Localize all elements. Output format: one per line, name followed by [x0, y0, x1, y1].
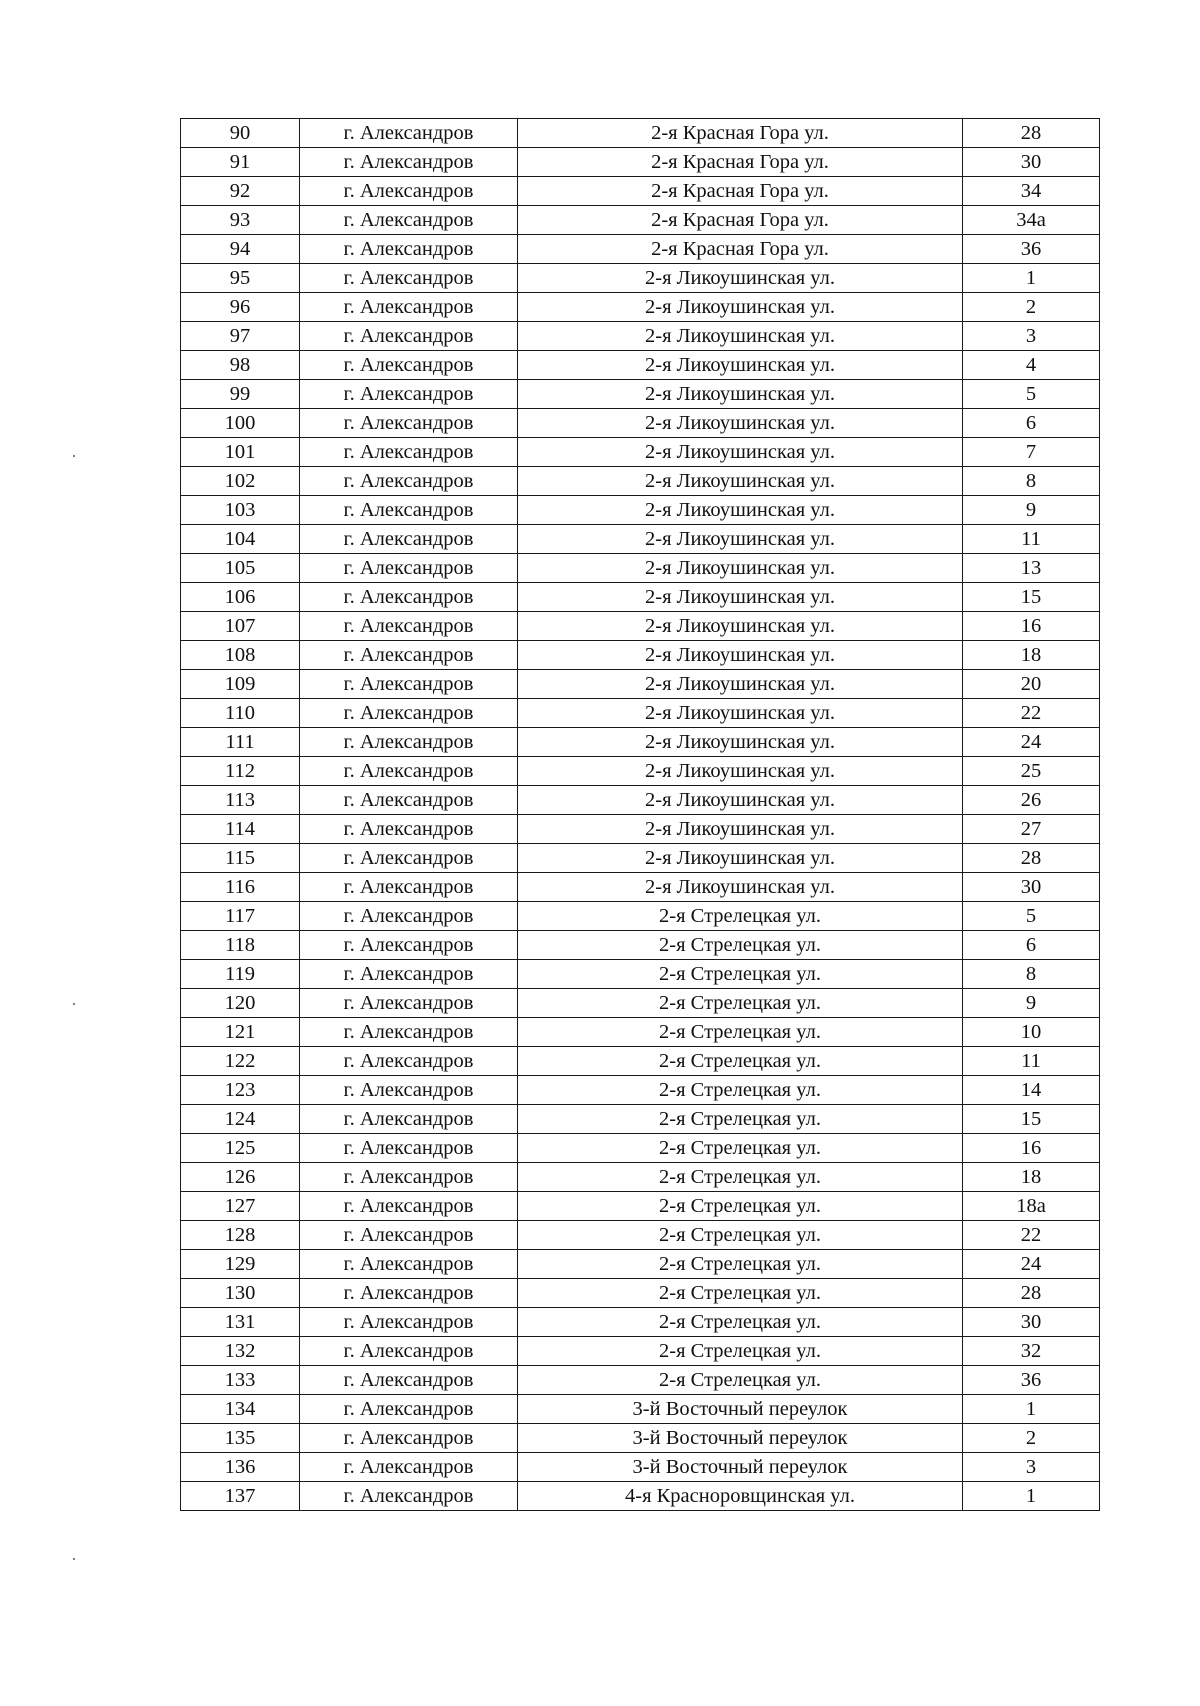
street-cell: 2-я Стрелецкая ул.	[518, 1105, 963, 1134]
city-cell: г. Александров	[300, 322, 518, 351]
house-number-cell: 1	[963, 264, 1100, 293]
row-number-cell: 133	[181, 1366, 300, 1395]
house-number-cell: 30	[963, 873, 1100, 902]
house-number-cell: 25	[963, 757, 1100, 786]
street-cell: 2-я Ликоушинская ул.	[518, 612, 963, 641]
table-row	[181, 235, 1100, 264]
city-cell: г. Александров	[300, 1482, 518, 1511]
city-cell: г. Александров	[300, 612, 518, 641]
street-cell: 2-я Ликоушинская ул.	[518, 525, 963, 554]
city-cell: г. Александров	[300, 1279, 518, 1308]
house-number-cell: 16	[963, 1134, 1100, 1163]
address-table	[180, 118, 1100, 1511]
city-cell: г. Александров	[300, 235, 518, 264]
street-cell: 2-я Ликоушинская ул.	[518, 496, 963, 525]
street-cell: 2-я Ликоушинская ул.	[518, 293, 963, 322]
house-number-cell: 15	[963, 583, 1100, 612]
table-row	[181, 844, 1100, 873]
table-row	[181, 1134, 1100, 1163]
house-number-cell: 24	[963, 1250, 1100, 1279]
city-cell: г. Александров	[300, 728, 518, 757]
row-number-cell: 95	[181, 264, 300, 293]
house-number-cell: 28	[963, 119, 1100, 148]
table-row	[181, 322, 1100, 351]
table-row	[181, 119, 1100, 148]
street-cell: 2-я Стрелецкая ул.	[518, 931, 963, 960]
city-cell: г. Александров	[300, 902, 518, 931]
street-cell: 2-я Ликоушинская ул.	[518, 438, 963, 467]
table-row	[181, 1221, 1100, 1250]
row-number-cell: 132	[181, 1337, 300, 1366]
row-number-cell: 92	[181, 177, 300, 206]
city-cell: г. Александров	[300, 148, 518, 177]
house-number-cell: 1	[963, 1482, 1100, 1511]
address-table-body	[181, 119, 1100, 1511]
street-cell: 2-я Ликоушинская ул.	[518, 699, 963, 728]
house-number-cell: 16	[963, 612, 1100, 641]
row-number-cell: 107	[181, 612, 300, 641]
table-row	[181, 583, 1100, 612]
table-row	[181, 554, 1100, 583]
row-number-cell: 131	[181, 1308, 300, 1337]
house-number-cell: 36	[963, 1366, 1100, 1395]
row-number-cell: 136	[181, 1453, 300, 1482]
house-number-cell: 2	[963, 1424, 1100, 1453]
row-number-cell: 126	[181, 1163, 300, 1192]
table-row	[181, 293, 1100, 322]
city-cell: г. Александров	[300, 583, 518, 612]
street-cell: 2-я Стрелецкая ул.	[518, 1076, 963, 1105]
row-number-cell: 118	[181, 931, 300, 960]
street-cell: 2-я Стрелецкая ул.	[518, 1221, 963, 1250]
city-cell: г. Александров	[300, 1134, 518, 1163]
table-row	[181, 1192, 1100, 1221]
street-cell: 2-я Стрелецкая ул.	[518, 1366, 963, 1395]
street-cell: 2-я Ликоушинская ул.	[518, 264, 963, 293]
row-number-cell: 124	[181, 1105, 300, 1134]
street-cell: 2-я Ликоушинская ул.	[518, 757, 963, 786]
house-number-cell: 18а	[963, 1192, 1100, 1221]
city-cell: г. Александров	[300, 380, 518, 409]
table-row	[181, 989, 1100, 1018]
city-cell: г. Александров	[300, 554, 518, 583]
row-number-cell: 112	[181, 757, 300, 786]
house-number-cell: 34а	[963, 206, 1100, 235]
street-cell: 2-я Красная Гора ул.	[518, 235, 963, 264]
city-cell: г. Александров	[300, 931, 518, 960]
street-cell: 2-я Стрелецкая ул.	[518, 989, 963, 1018]
house-number-cell: 22	[963, 1221, 1100, 1250]
house-number-cell: 26	[963, 786, 1100, 815]
house-number-cell: 27	[963, 815, 1100, 844]
table-row	[181, 612, 1100, 641]
table-row	[181, 1076, 1100, 1105]
row-number-cell: 137	[181, 1482, 300, 1511]
house-number-cell: 32	[963, 1337, 1100, 1366]
street-cell: 2-я Красная Гора ул.	[518, 177, 963, 206]
city-cell: г. Александров	[300, 815, 518, 844]
table-row	[181, 177, 1100, 206]
table-row	[181, 873, 1100, 902]
house-number-cell: 4	[963, 351, 1100, 380]
row-number-cell: 119	[181, 960, 300, 989]
table-row	[181, 1279, 1100, 1308]
street-cell: 2-я Стрелецкая ул.	[518, 1134, 963, 1163]
city-cell: г. Александров	[300, 1453, 518, 1482]
table-row	[181, 409, 1100, 438]
city-cell: г. Александров	[300, 264, 518, 293]
house-number-cell: 2	[963, 293, 1100, 322]
row-number-cell: 105	[181, 554, 300, 583]
house-number-cell: 11	[963, 1047, 1100, 1076]
house-number-cell: 14	[963, 1076, 1100, 1105]
row-number-cell: 109	[181, 670, 300, 699]
house-number-cell: 10	[963, 1018, 1100, 1047]
street-cell: 4-я Красноровщинская ул.	[518, 1482, 963, 1511]
city-cell: г. Александров	[300, 699, 518, 728]
street-cell: 2-я Ликоушинская ул.	[518, 583, 963, 612]
row-number-cell: 114	[181, 815, 300, 844]
street-cell: 2-я Ликоушинская ул.	[518, 728, 963, 757]
row-number-cell: 108	[181, 641, 300, 670]
row-number-cell: 121	[181, 1018, 300, 1047]
house-number-cell: 9	[963, 496, 1100, 525]
city-cell: г. Александров	[300, 1395, 518, 1424]
street-cell: 2-я Ликоушинская ул.	[518, 844, 963, 873]
table-row	[181, 757, 1100, 786]
house-number-cell: 7	[963, 438, 1100, 467]
city-cell: г. Александров	[300, 1366, 518, 1395]
house-number-cell: 6	[963, 931, 1100, 960]
table-row	[181, 1018, 1100, 1047]
row-number-cell: 123	[181, 1076, 300, 1105]
street-cell: 2-я Красная Гора ул.	[518, 148, 963, 177]
city-cell: г. Александров	[300, 409, 518, 438]
city-cell: г. Александров	[300, 1424, 518, 1453]
row-number-cell: 116	[181, 873, 300, 902]
street-cell: 2-я Стрелецкая ул.	[518, 1018, 963, 1047]
street-cell: 2-я Ликоушинская ул.	[518, 873, 963, 902]
street-cell: 2-я Красная Гора ул.	[518, 206, 963, 235]
city-cell: г. Александров	[300, 1221, 518, 1250]
row-number-cell: 117	[181, 902, 300, 931]
city-cell: г. Александров	[300, 206, 518, 235]
city-cell: г. Александров	[300, 1047, 518, 1076]
table-row	[181, 1424, 1100, 1453]
city-cell: г. Александров	[300, 119, 518, 148]
city-cell: г. Александров	[300, 351, 518, 380]
table-row	[181, 1337, 1100, 1366]
table-row	[181, 902, 1100, 931]
city-cell: г. Александров	[300, 1076, 518, 1105]
table-row	[181, 815, 1100, 844]
table-row	[181, 641, 1100, 670]
street-cell: 2-я Стрелецкая ул.	[518, 1047, 963, 1076]
city-cell: г. Александров	[300, 467, 518, 496]
table-row	[181, 786, 1100, 815]
table-row	[181, 206, 1100, 235]
house-number-cell: 22	[963, 699, 1100, 728]
house-number-cell: 3	[963, 322, 1100, 351]
house-number-cell: 18	[963, 641, 1100, 670]
city-cell: г. Александров	[300, 786, 518, 815]
house-number-cell: 9	[963, 989, 1100, 1018]
row-number-cell: 128	[181, 1221, 300, 1250]
row-number-cell: 130	[181, 1279, 300, 1308]
street-cell: 2-я Стрелецкая ул.	[518, 902, 963, 931]
city-cell: г. Александров	[300, 641, 518, 670]
house-number-cell: 18	[963, 1163, 1100, 1192]
street-cell: 2-я Ликоушинская ул.	[518, 380, 963, 409]
city-cell: г. Александров	[300, 1192, 518, 1221]
row-number-cell: 102	[181, 467, 300, 496]
house-number-cell: 30	[963, 1308, 1100, 1337]
city-cell: г. Александров	[300, 1250, 518, 1279]
house-number-cell: 30	[963, 148, 1100, 177]
street-cell: 2-я Ликоушинская ул.	[518, 554, 963, 583]
row-number-cell: 99	[181, 380, 300, 409]
street-cell: 2-я Стрелецкая ул.	[518, 1192, 963, 1221]
table-row	[181, 1047, 1100, 1076]
street-cell: 2-я Стрелецкая ул.	[518, 1163, 963, 1192]
house-number-cell: 24	[963, 728, 1100, 757]
row-number-cell: 96	[181, 293, 300, 322]
city-cell: г. Александров	[300, 525, 518, 554]
table-row	[181, 1366, 1100, 1395]
city-cell: г. Александров	[300, 1163, 518, 1192]
row-number-cell: 110	[181, 699, 300, 728]
city-cell: г. Александров	[300, 496, 518, 525]
street-cell: 3-й Восточный переулок	[518, 1424, 963, 1453]
table-row	[181, 1105, 1100, 1134]
city-cell: г. Александров	[300, 177, 518, 206]
row-number-cell: 106	[181, 583, 300, 612]
scan-speck	[73, 1558, 75, 1560]
street-cell: 3-й Восточный переулок	[518, 1453, 963, 1482]
row-number-cell: 111	[181, 728, 300, 757]
table-row	[181, 148, 1100, 177]
street-cell: 2-я Ликоушинская ул.	[518, 641, 963, 670]
house-number-cell: 5	[963, 380, 1100, 409]
city-cell: г. Александров	[300, 873, 518, 902]
house-number-cell: 6	[963, 409, 1100, 438]
row-number-cell: 93	[181, 206, 300, 235]
street-cell: 2-я Ликоушинская ул.	[518, 351, 963, 380]
table-row	[181, 351, 1100, 380]
city-cell: г. Александров	[300, 989, 518, 1018]
row-number-cell: 113	[181, 786, 300, 815]
city-cell: г. Александров	[300, 293, 518, 322]
table-row	[181, 931, 1100, 960]
scan-speck	[73, 455, 75, 457]
house-number-cell: 15	[963, 1105, 1100, 1134]
scan-speck	[73, 1003, 75, 1005]
row-number-cell: 97	[181, 322, 300, 351]
city-cell: г. Александров	[300, 670, 518, 699]
city-cell: г. Александров	[300, 844, 518, 873]
row-number-cell: 127	[181, 1192, 300, 1221]
house-number-cell: 1	[963, 1395, 1100, 1424]
table-row	[181, 728, 1100, 757]
street-cell: 2-я Ликоушинская ул.	[518, 815, 963, 844]
house-number-cell: 13	[963, 554, 1100, 583]
row-number-cell: 103	[181, 496, 300, 525]
house-number-cell: 28	[963, 1279, 1100, 1308]
table-row	[181, 467, 1100, 496]
table-row	[181, 496, 1100, 525]
house-number-cell: 8	[963, 960, 1100, 989]
street-cell: 2-я Стрелецкая ул.	[518, 1250, 963, 1279]
table-row	[181, 1250, 1100, 1279]
street-cell: 2-я Ликоушинская ул.	[518, 786, 963, 815]
table-row	[181, 1308, 1100, 1337]
row-number-cell: 129	[181, 1250, 300, 1279]
row-number-cell: 104	[181, 525, 300, 554]
street-cell: 2-я Стрелецкая ул.	[518, 1308, 963, 1337]
row-number-cell: 122	[181, 1047, 300, 1076]
row-number-cell: 135	[181, 1424, 300, 1453]
row-number-cell: 101	[181, 438, 300, 467]
row-number-cell: 120	[181, 989, 300, 1018]
house-number-cell: 36	[963, 235, 1100, 264]
house-number-cell: 28	[963, 844, 1100, 873]
table-row	[181, 960, 1100, 989]
street-cell: 2-я Ликоушинская ул.	[518, 467, 963, 496]
city-cell: г. Александров	[300, 1018, 518, 1047]
city-cell: г. Александров	[300, 438, 518, 467]
table-row	[181, 525, 1100, 554]
city-cell: г. Александров	[300, 960, 518, 989]
row-number-cell: 115	[181, 844, 300, 873]
house-number-cell: 34	[963, 177, 1100, 206]
street-cell: 2-я Стрелецкая ул.	[518, 1337, 963, 1366]
street-cell: 3-й Восточный переулок	[518, 1395, 963, 1424]
city-cell: г. Александров	[300, 1105, 518, 1134]
table-row	[181, 380, 1100, 409]
house-number-cell: 11	[963, 525, 1100, 554]
street-cell: 2-я Ликоушинская ул.	[518, 670, 963, 699]
house-number-cell: 3	[963, 1453, 1100, 1482]
house-number-cell: 8	[963, 467, 1100, 496]
row-number-cell: 134	[181, 1395, 300, 1424]
street-cell: 2-я Стрелецкая ул.	[518, 960, 963, 989]
row-number-cell: 90	[181, 119, 300, 148]
table-row	[181, 264, 1100, 293]
house-number-cell: 20	[963, 670, 1100, 699]
table-row	[181, 699, 1100, 728]
row-number-cell: 100	[181, 409, 300, 438]
table-row	[181, 1453, 1100, 1482]
row-number-cell: 125	[181, 1134, 300, 1163]
table-row	[181, 1482, 1100, 1511]
table-row	[181, 670, 1100, 699]
row-number-cell: 98	[181, 351, 300, 380]
street-cell: 2-я Ликоушинская ул.	[518, 409, 963, 438]
row-number-cell: 94	[181, 235, 300, 264]
street-cell: 2-я Красная Гора ул.	[518, 119, 963, 148]
city-cell: г. Александров	[300, 1337, 518, 1366]
table-row	[181, 1163, 1100, 1192]
table-row	[181, 438, 1100, 467]
house-number-cell: 5	[963, 902, 1100, 931]
table-row	[181, 1395, 1100, 1424]
row-number-cell: 91	[181, 148, 300, 177]
street-cell: 2-я Ликоушинская ул.	[518, 322, 963, 351]
street-cell: 2-я Стрелецкая ул.	[518, 1279, 963, 1308]
city-cell: г. Александров	[300, 1308, 518, 1337]
city-cell: г. Александров	[300, 757, 518, 786]
